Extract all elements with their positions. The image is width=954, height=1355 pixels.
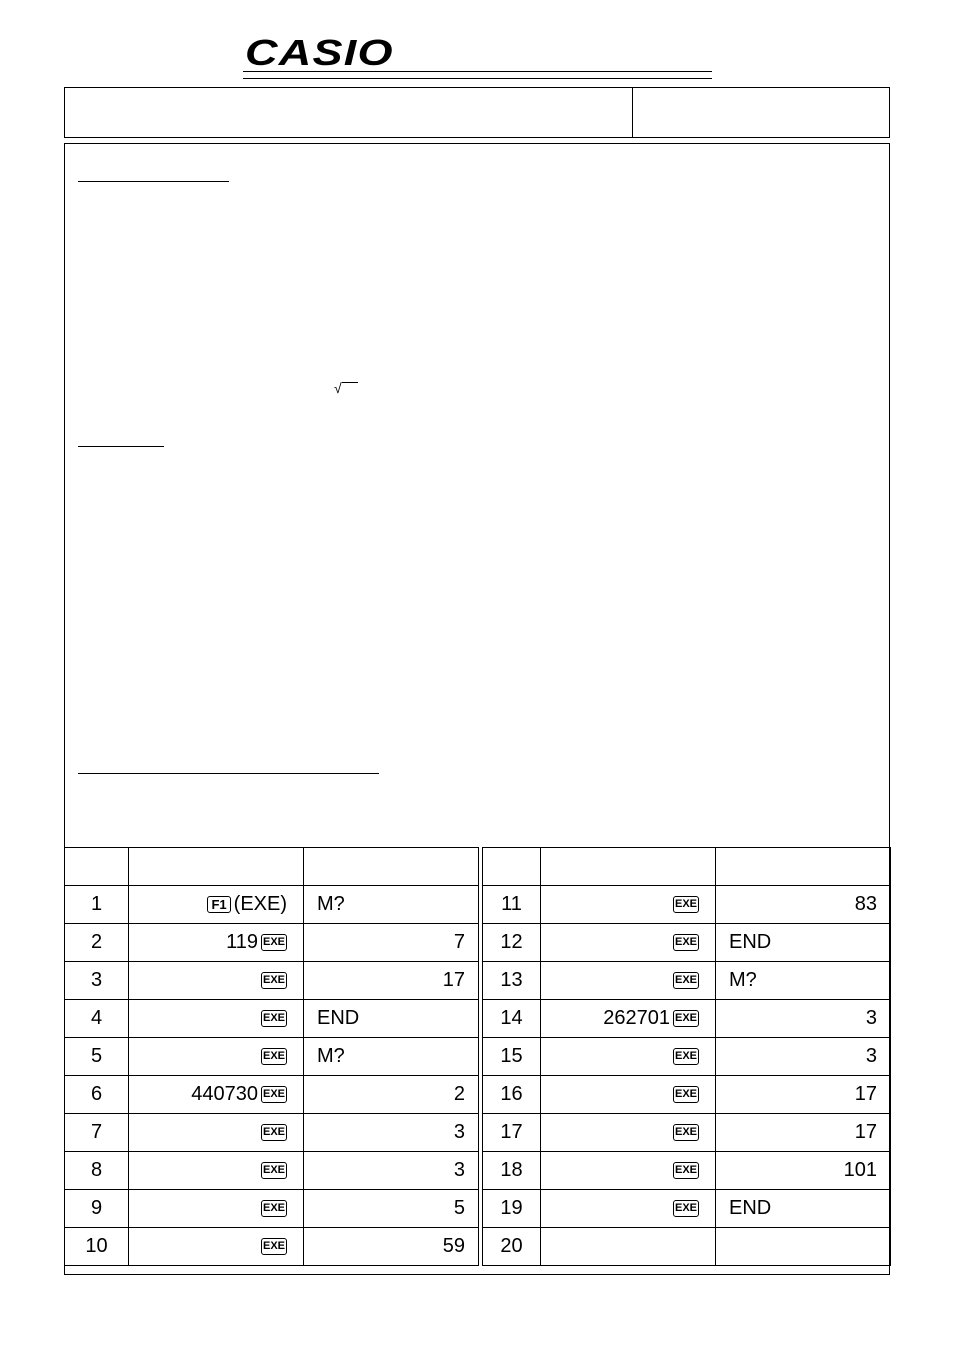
key-operation-table-right [482,847,891,1266]
step-number: 3 [65,962,129,1000]
exe-key-icon: EXE [261,972,287,989]
key-operation-table-left [64,847,479,1266]
display-cell: 3 [304,1114,479,1152]
display-cell: 7 [304,924,479,962]
table-row [65,962,479,1000]
key-operation-cell [541,886,716,924]
table-row [483,1114,891,1152]
root-glyph: √ [334,380,342,396]
table-row [483,962,891,1000]
display-cell: 83 [716,886,891,924]
step-number: 16 [483,1076,541,1114]
step-number: 12 [483,924,541,962]
display-cell: END [716,924,891,962]
step-number: 7 [65,1114,129,1152]
casio-logo: CASIO [245,32,394,73]
key-operation-cell [129,1000,304,1038]
step-number: 14 [483,1000,541,1038]
table-row [483,1190,891,1228]
key-operation-cell [541,1038,716,1076]
exe-key-icon: EXE [673,1124,699,1141]
display-cell: M? [304,1038,479,1076]
section-heading-underline [78,181,229,182]
exe-key-icon: EXE [261,1086,287,1103]
display-cell: 5 [304,1190,479,1228]
key-operation-cell [129,1114,304,1152]
display-cell: 3 [716,1038,891,1076]
header-cell-display [304,848,479,886]
key-operation-cell [129,886,304,924]
exe-key-icon: EXE [673,1048,699,1065]
header-cell-key-operation [541,848,716,886]
exe-key-icon: EXE [261,1048,287,1065]
exe-key-icon: EXE [673,1086,699,1103]
display-cell: 101 [716,1152,891,1190]
step-number: 11 [483,886,541,924]
table-row [483,886,891,924]
exe-key-icon: EXE [261,934,287,951]
header-cell-step [483,848,541,886]
table-row [483,1038,891,1076]
header-cell-step [65,848,129,886]
table-row [65,1038,479,1076]
step-number: 20 [483,1228,541,1266]
display-cell: END [304,1000,479,1038]
section-heading-underline [78,446,164,447]
display-cell: 59 [304,1228,479,1266]
key-operation-cell [541,924,716,962]
step-number: 4 [65,1000,129,1038]
step-number: 5 [65,1038,129,1076]
key-operation-cell [129,1076,304,1114]
display-cell [716,1228,891,1266]
exe-key-icon: EXE [673,934,699,951]
key-operation-cell [129,1228,304,1266]
key-operation-cell [541,1152,716,1190]
step-number: 10 [65,1228,129,1266]
title-box-divider [632,88,633,137]
display-cell: 3 [304,1152,479,1190]
key-operation-cell [541,1000,716,1038]
table-row [483,1152,891,1190]
table-row [483,1076,891,1114]
exe-key-icon: EXE [261,1238,287,1255]
display-cell: 17 [716,1114,891,1152]
step-number: 8 [65,1152,129,1190]
step-number: 17 [483,1114,541,1152]
header-rule [243,71,712,72]
exe-key-icon: EXE [673,972,699,989]
key-operation-cell [129,962,304,1000]
display-cell: 3 [716,1000,891,1038]
key-operation-cell [129,1038,304,1076]
title-box [64,87,890,138]
step-number: 6 [65,1076,129,1114]
key-label: (EXE) [233,893,287,916]
table-row [483,1000,891,1038]
table-row [65,886,479,924]
key-operation-cell [541,1114,716,1152]
table-header-row [483,848,891,886]
step-number: 19 [483,1190,541,1228]
display-cell: M? [304,886,479,924]
step-number: 1 [65,886,129,924]
square-root-symbol [334,381,342,395]
table-header-row [65,848,479,886]
key-operation-cell [129,1190,304,1228]
key-operation-cell [129,924,304,962]
key-input-value: 440730 [191,1083,258,1106]
table-row [65,1076,479,1114]
table-row [65,1190,479,1228]
step-number: 18 [483,1152,541,1190]
display-cell: 2 [304,1076,479,1114]
table-row [483,1228,891,1266]
step-number: 2 [65,924,129,962]
step-number: 9 [65,1190,129,1228]
exe-key-icon: EXE [673,896,699,913]
table-row [65,1114,479,1152]
exe-key-icon: EXE [673,1162,699,1179]
key-operation-cell [541,1228,716,1266]
header-cell-display [716,848,891,886]
header-cell-key-operation [129,848,304,886]
key-operation-cell [541,1190,716,1228]
exe-key-icon: EXE [261,1010,287,1027]
display-cell: 17 [304,962,479,1000]
table-row [483,924,891,962]
header-rule [243,78,712,79]
display-cell: END [716,1190,891,1228]
key-input-value: 262701 [603,1007,670,1030]
section-heading-underline [78,773,379,774]
exe-key-icon: EXE [673,1010,699,1027]
exe-key-icon: EXE [261,1200,287,1217]
exe-key-icon: EXE [261,1124,287,1141]
key-operation-cell [541,962,716,1000]
key-input-value: 119 [226,931,258,954]
table-row [65,1000,479,1038]
display-cell: 17 [716,1076,891,1114]
step-number: 15 [483,1038,541,1076]
f1-key-icon: F1 [207,896,230,913]
table-row [65,924,479,962]
table-row [65,1152,479,1190]
step-number: 13 [483,962,541,1000]
exe-key-icon: EXE [673,1200,699,1217]
exe-key-icon: EXE [261,1162,287,1179]
display-cell: M? [716,962,891,1000]
key-operation-cell [129,1152,304,1190]
key-operation-cell [541,1076,716,1114]
root-vinculum [342,382,358,383]
table-row [65,1228,479,1266]
